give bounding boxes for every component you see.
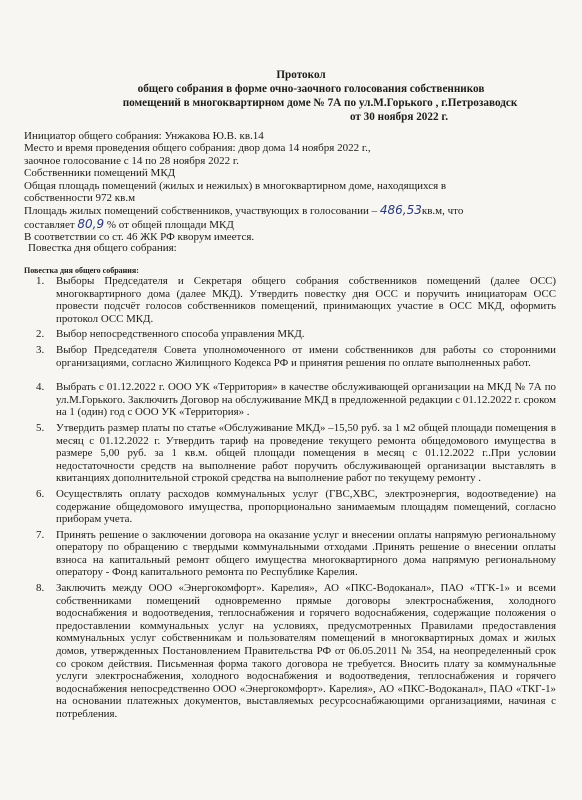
handwritten-percent: 80,9 bbox=[77, 216, 105, 231]
agenda-item bbox=[36, 381, 556, 419]
agenda-item bbox=[36, 328, 556, 341]
handwritten-area: 486,53 bbox=[379, 203, 422, 218]
initiator: Инициатор общего собрания: Унжакова Ю.В. кв.14 bbox=[24, 130, 264, 142]
item-text: Осуществлять оплату расходов коммунальных услуг (ГВС,ХВС, электроэнергия, водоотведение) на содержание общедомового имущества, пропорционально занимаемым площадям помещений, согласно приборам учета. bbox=[56, 487, 556, 526]
agenda-item bbox=[36, 275, 556, 325]
title-line-3: помещений в многоквартирном доме № 7А по ул.М.Горького , г.Петрозаводск bbox=[122, 97, 518, 109]
agenda-item bbox=[36, 487, 556, 526]
item-text: Утвердить размер платы по статье «Обслуживание МКД» –15,50 руб. за 1 м2 общей площади помещения в месяц с 01.12.2022 г. Утвердить тариф на проведение текущего ремонта общедомового имущества в размере 5,00 руб. за 1 кв.м. общей площади помещения в месяц с 01.12.2022 г..При условии недостаточности средств на выполнение работ поручить обслуживающей организации выставлять в квитанциях дополнительной строкой средства на выполнение работ по текущему ремонту . bbox=[56, 421, 556, 485]
place-time: Место и время проведения общего собрания: двор дома 14 ноября 2022 г., bbox=[24, 142, 371, 155]
absentee-voting: заочное голосование с 14 по 28 ноября 2022 г. bbox=[24, 154, 239, 167]
agenda-item bbox=[36, 343, 556, 369]
item-number: 7. bbox=[36, 528, 45, 541]
item-number: 8. bbox=[36, 582, 45, 595]
voting-percent-line bbox=[24, 218, 564, 231]
title-line-1: Протокол bbox=[276, 69, 326, 81]
item-text: Выбор Председателя Совета уполномоченного от имени собственников для работы со сторонними организациями, согласно Жилищного Кодекса РФ и принятия решения по оплате выполненных работ. bbox=[56, 343, 556, 369]
agenda-item bbox=[36, 421, 556, 485]
item-number: 3. bbox=[36, 343, 45, 356]
item-text: Выбрать с 01.12.2022 г. ООО УК «Территория» в качестве обслуживающей организации на МКД № 7А по ул.М.Горького. Заключить Договор на обслуживание МКД в предложенной редакции с 01.12.2022 г. сроком на 1 (один) год с ООО УК «Территория» . bbox=[56, 381, 556, 419]
item-number: 1. bbox=[36, 275, 45, 287]
voting-percent-text: составляет bbox=[24, 218, 75, 231]
item-number: 4. bbox=[36, 381, 45, 394]
item-text: Принять решение о заключении договора на оказание услуг и внесении оплаты напрямую региональному оператору по обращению с твердыми коммунальными отходами .Принять решение о внесении оплаты взноса на капитальный ремонт общего имущества многоквартирного дома напрямую региональному оператору - Фонд капитального ремонта по Республике Карелия. bbox=[56, 528, 556, 579]
item-number: 2. bbox=[36, 328, 45, 341]
agenda-item bbox=[36, 528, 556, 579]
item-number: 5. bbox=[36, 421, 45, 434]
meeting-info bbox=[24, 130, 564, 244]
item-text: Выборы Председателя и Секретаря общего собрания собственников помещений (далее ОСС) многоквартирного дома (далее МКД). Утвердить повестку дня ОСС и поручить инициаторам ОСС провести подсчёт голосов собственников помещений, принимающих участие в ОСС МКД, оформить протокол ОСС МКД. bbox=[56, 275, 556, 325]
agenda-list bbox=[36, 275, 556, 724]
protocol-title bbox=[0, 68, 582, 124]
agenda-heading: Повестка дня общего собрания: bbox=[28, 242, 177, 254]
title-line-2: общего собрания в форме очно-заочного голосования собственников bbox=[137, 83, 485, 95]
voting-percent-unit: % от общей площади МКД bbox=[106, 218, 234, 231]
voting-area-unit: кв.м, что bbox=[421, 205, 464, 218]
title-date: от 30 ноября 2022 г. bbox=[349, 111, 448, 123]
total-area-line-2: собственности 972 кв.м bbox=[24, 192, 136, 205]
voting-area-line bbox=[24, 204, 564, 217]
item-text: Заключить между ООО «Энергокомфорт». Карелия», АО «ПКС-Водоканал», ПАО «ТГК-1» и всеми собственниками помещений одновременно прямые договоры электроснабжения, холодного водоснабжения и водоотведения, теплоснабжения и горячего водоснабжения, содержащие положения о предоставлении коммунальных услуг на условиях, предусмотренных Правилами предоставления коммунальных услуг собственникам и пользователям помещений в многоквартирных домах и жилых домов, утвержденных Постановлением Правительства РФ от 06.05.2011 № 354, на неопределенный срок со сроком действия. Письменная форма такого договора не требуется. Вносить плату за коммунальные услуги электроснабжения, холодного водоснабжения и водоотведения, теплоснабжения и горячего водоснабжения непосредственно ООО «Энергокомфорт». Карелия», АО «ПКС-Водоканал», ПАО «ТКГ-1» на основании платежных документов, выставляемых ресурсоснабжающими организациями, начиная с потребления. bbox=[56, 582, 556, 720]
item-text: Выбор непосредственного способа управления МКД. bbox=[56, 328, 305, 341]
owners-line: Собственники помещений МКД bbox=[24, 167, 176, 180]
voting-area-text: Площадь жилых помещений собственников, участвующих в голосовании – bbox=[24, 205, 378, 218]
agenda-item bbox=[36, 582, 556, 721]
agenda-heading-small: Повестка дня общего собрания: bbox=[24, 266, 139, 275]
item-number: 6. bbox=[36, 487, 45, 500]
total-area-line-1: Общая площадь помещений (жилых и нежилых) в многоквартирном доме, находящихся в bbox=[24, 179, 447, 192]
quorum-line: В соответствии со ст. 46 ЖК РФ кворум имеется. bbox=[24, 231, 255, 244]
